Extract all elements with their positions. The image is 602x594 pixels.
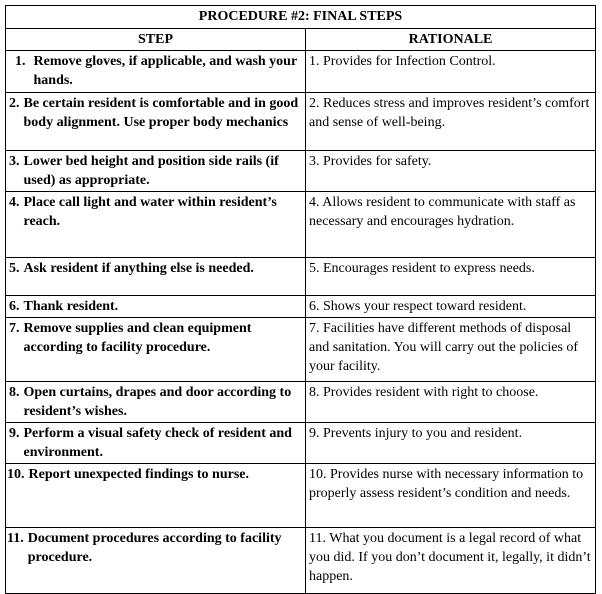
step-number: 4. xyxy=(9,195,20,210)
rationale-cell: 10. Provides nurse with necessary information to properly assess resident’s condition and needs. xyxy=(306,464,596,528)
step-number: 6. xyxy=(9,299,20,314)
table-row xyxy=(6,151,596,192)
header-row xyxy=(6,29,596,51)
step-number: 9. xyxy=(9,426,20,441)
step-number: 2. xyxy=(9,96,20,111)
table-row xyxy=(6,258,596,296)
step-text: Place call light and water within resident’s reach. xyxy=(23,195,277,229)
step-number: 5. xyxy=(9,261,20,276)
table-row xyxy=(6,464,596,528)
step-number: 1. xyxy=(15,54,26,69)
step-number: 3. xyxy=(9,154,20,169)
rationale-cell: 4. Allows resident to communicate with staff as necessary and encourages hydration. xyxy=(306,192,596,258)
rationale-cell: 2. Reduces stress and improves resident’s comfort and sense of well-being. xyxy=(306,93,596,151)
table-row xyxy=(6,296,596,318)
title-row xyxy=(6,6,596,29)
rationale-cell: 5. Encourages resident to express needs. xyxy=(306,258,596,296)
table-row xyxy=(6,382,596,423)
step-cell xyxy=(6,423,306,464)
step-text: Be certain resident is comfortable and in good body alignment. Use proper body mechanics xyxy=(23,96,299,130)
rationale-cell: 6. Shows your respect toward resident. xyxy=(306,296,596,318)
step-text: Perform a visual safety check of resident and environment. xyxy=(23,426,292,460)
step-text: Thank resident. xyxy=(23,299,119,314)
step-column-header: STEP xyxy=(6,29,306,51)
rationale-cell: 11. What you document is a legal record of what you did. If you don’t document it, legally, it didn’t happen. xyxy=(306,528,596,594)
step-number: 8. xyxy=(9,385,20,400)
step-cell xyxy=(6,382,306,423)
rationale-cell: 7. Facilities have different methods of disposal and sanitation. You will carry out the policies of your facility. xyxy=(306,318,596,382)
rationale-cell: 9. Prevents injury to you and resident. xyxy=(306,423,596,464)
table-row xyxy=(6,51,596,93)
step-cell xyxy=(6,151,306,192)
step-cell xyxy=(6,51,306,93)
table-row xyxy=(6,423,596,464)
procedure-table xyxy=(5,5,596,594)
rationale-column-header: RATIONALE xyxy=(306,29,596,51)
step-text: Remove gloves, if applicable, and wash your hands. xyxy=(33,54,297,88)
step-cell xyxy=(6,318,306,382)
rationale-cell: 3. Provides for safety. xyxy=(306,151,596,192)
table-body xyxy=(6,51,596,594)
step-number: 7. xyxy=(9,321,20,336)
step-text: Report unexpected findings to nurse. xyxy=(28,467,250,482)
step-cell xyxy=(6,192,306,258)
rationale-cell: 8. Provides resident with right to choose. xyxy=(306,382,596,423)
table-row xyxy=(6,93,596,151)
step-text: Lower bed height and position side rails (if used) as appropriate. xyxy=(23,154,279,188)
step-number: 11. xyxy=(7,531,24,546)
step-text: Document procedures according to facility procedure. xyxy=(27,531,282,565)
step-cell xyxy=(6,296,306,318)
step-text: Ask resident if anything else is needed. xyxy=(23,261,254,276)
step-text: Remove supplies and clean equipment according to facility procedure. xyxy=(23,321,252,355)
step-cell xyxy=(6,464,306,528)
step-text: Open curtains, drapes and door according to resident’s wishes. xyxy=(23,385,292,419)
rationale-cell: 1. Provides for Infection Control. xyxy=(306,51,596,93)
step-cell xyxy=(6,93,306,151)
table-row xyxy=(6,192,596,258)
step-cell xyxy=(6,258,306,296)
table-row xyxy=(6,318,596,382)
step-number: 10. xyxy=(7,467,25,482)
table-title: PROCEDURE #2: FINAL STEPS xyxy=(6,6,596,29)
